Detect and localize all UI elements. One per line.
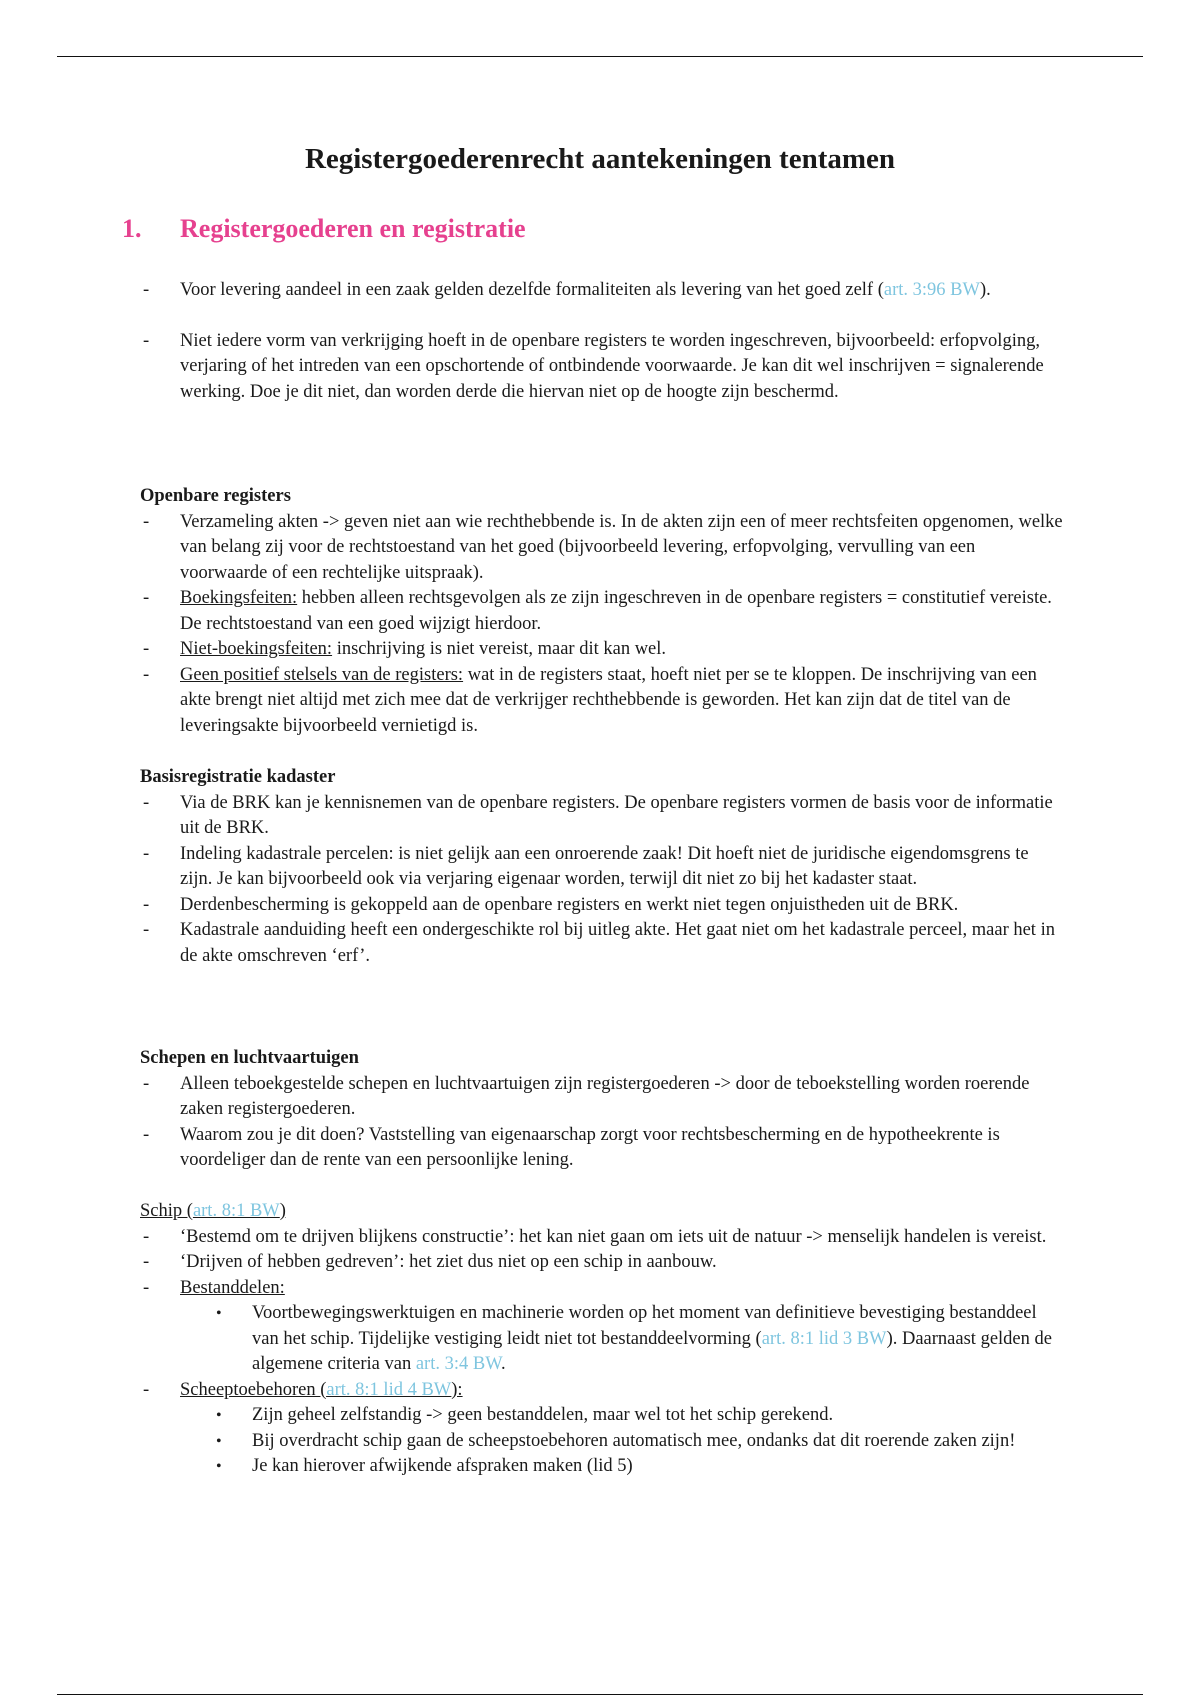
law-reference-link[interactable]: art. 8:1 BW [192, 1201, 280, 1221]
law-reference-link[interactable]: art. 3:4 BW [415, 1354, 501, 1374]
subsection-heading: Basisregistratie kadaster [140, 767, 336, 787]
schepen-section [140, 1046, 1065, 1174]
term: Bestanddelen: [180, 1277, 285, 1298]
list-item: - Niet-boekingsfeiten: inschrijving is niet vereist, maar dit kan wel. [143, 639, 667, 659]
sub-list-item: • Bij overdracht schip gaan de scheepstoebehoren automatisch mee, ondanks dat dit roerende zaken zijn! [140, 1429, 1065, 1455]
term: Scheeptoebehoren (art. 8:1 lid 4 BW): [180, 1379, 463, 1400]
section-heading [122, 214, 526, 244]
bullet-icon: • [216, 1407, 222, 1424]
list-item: - Boekingsfeiten: hebben alleen rechtsgevolgen als ze zijn ingeschreven in de openbare registers = constitutief vereiste. De rechtstoestand van een goed wijzigt hierdoor. [143, 588, 1052, 634]
law-reference-link[interactable]: art. 8:1 lid 4 BW [326, 1379, 452, 1400]
list-item: - Verzameling akten -> geven niet aan wie rechthebbende is. In de akten zijn een of meer rechtsfeiten opgenomen, welke van belang zij voor de rechtstoestand van het goed (bijvoorbeeld levering, erfopvolging, vervulling van een voorwaarde of een rechtelijke uitspraak). [143, 511, 1063, 583]
term: Niet-boekingsfeiten: [180, 639, 333, 659]
subsection-heading: Openbare registers [140, 486, 291, 506]
intro-list [140, 278, 1065, 405]
bullet-icon: • [216, 1458, 222, 1475]
list-item: - Waarom zou je dit doen? Vaststelling van eigenaarschap zorgt voor rechtsbescherming en de hypotheekrente is voordeliger dan de rente van een persoonlijke lening. [143, 1124, 1000, 1170]
list-item: - Scheeptoebehoren (art. 8:1 lid 4 BW): [143, 1379, 463, 1400]
section-title: Registergoederen en registratie [180, 214, 526, 243]
sub-list-item: • Zijn geheel zelfstandig -> geen bestanddelen, maar wel tot het schip gerekend. [140, 1403, 1065, 1429]
list-item: - Voor levering aandeel in een zaak gelden dezelfde formaliteiten als levering van het goed zelf (art. 3:96 BW). [143, 280, 991, 300]
brk-section [140, 765, 1065, 969]
sub-list-item: • Voortbewegingswerktuigen en machinerie worden op het moment van definitieve bevestiging bestanddeel van het schip. Tijdelijke vestiging leidt niet tot bestanddeelvorming (art. 8:1 lid 3 BW). Daarnaast gelden de algemene criteria van art. 3:4 BW. [216, 1303, 1052, 1374]
list-item: - Niet iedere vorm van verkrijging hoeft in de openbare registers te worden ingeschreven, bijvoorbeeld: erfopvolging, verjaring of het intreden van een opschortende of ontbindende voorwaarde. Je kan dit wel inschrijven = signalerende werking. Doe je dit niet, dan worden derde die hiervan niet op de hoogte zijn beschermd. [143, 330, 1044, 402]
list-item: - Alleen teboekgestelde schepen en luchtvaartuigen zijn registergoederen -> door de teboekstelling worden roerende zaken registergoederen. [143, 1073, 1030, 1119]
document-title: Registergoederenrecht aantekeningen tentamen [304, 143, 896, 175]
schip-section [140, 1199, 1065, 1480]
footer-rule [57, 1694, 1143, 1695]
bullet-icon: • [216, 1432, 222, 1450]
list-item: - Indeling kadastrale percelen: is niet gelijk aan een onroerende zaak! Dit hoeft niet de juridische eigendomsgrens te zijn. Je kan bijvoorbeeld ook via verjaring eigenaar worden, terwijl dit niet zo bij het kadaster staat. [143, 843, 1029, 889]
list-item: - Derdenbescherming is gekoppeld aan de openbare registers en werkt niet tegen onjuistheden uit de BRK. [143, 894, 959, 915]
subsection-heading: Schepen en luchtvaartuigen [140, 1048, 359, 1068]
law-reference-link[interactable]: art. 8:1 lid 3 BW [761, 1328, 887, 1349]
list-item: - Via de BRK kan je kennisnemen van de openbare registers. De openbare registers vormen de basis voor de informatie uit de BRK. [143, 792, 1053, 838]
list-item: - Bestanddelen: [143, 1277, 285, 1298]
list-item: - ‘Bestemd om te drijven blijkens constructie’: het kan niet gaan om iets uit de natuur -> menselijk handelen is vereist. [143, 1226, 1047, 1247]
section-number: 1. [122, 214, 142, 243]
list-item: - Kadastrale aanduiding heeft een ondergeschikte rol bij uitleg akte. Het gaat niet om het kadastrale perceel, maar het in de akte omschreven ‘erf’. [143, 920, 1055, 966]
header-rule [57, 56, 1143, 57]
list-item: - ‘Drijven of hebben gedreven’: het ziet dus niet op een schip in aanbouw. [143, 1252, 717, 1272]
bullet-icon: • [216, 1305, 222, 1322]
sub-list-item: • Je kan hierover afwijkende afspraken maken (lid 5) [140, 1454, 1065, 1480]
subsection-heading: Schip (art. 8:1 BW) [140, 1201, 286, 1221]
law-reference-link[interactable]: art. 3:96 BW [883, 280, 980, 300]
term: Boekingsfeiten: [180, 588, 298, 608]
list-item: - Geen positief stelsels van de registers: wat in de registers staat, hoeft niet per se te kloppen. De inschrijving van een akte brengt niet altijd met zich mee dat de verkrijger rechthebbende is geworden. Het kan zijn dat de titel van de leveringsakte bijvoorbeeld vernietigd is. [143, 664, 1037, 736]
term: Geen positief stelsels van de registers: [180, 664, 464, 685]
openbare-registers-section [140, 484, 1065, 739]
